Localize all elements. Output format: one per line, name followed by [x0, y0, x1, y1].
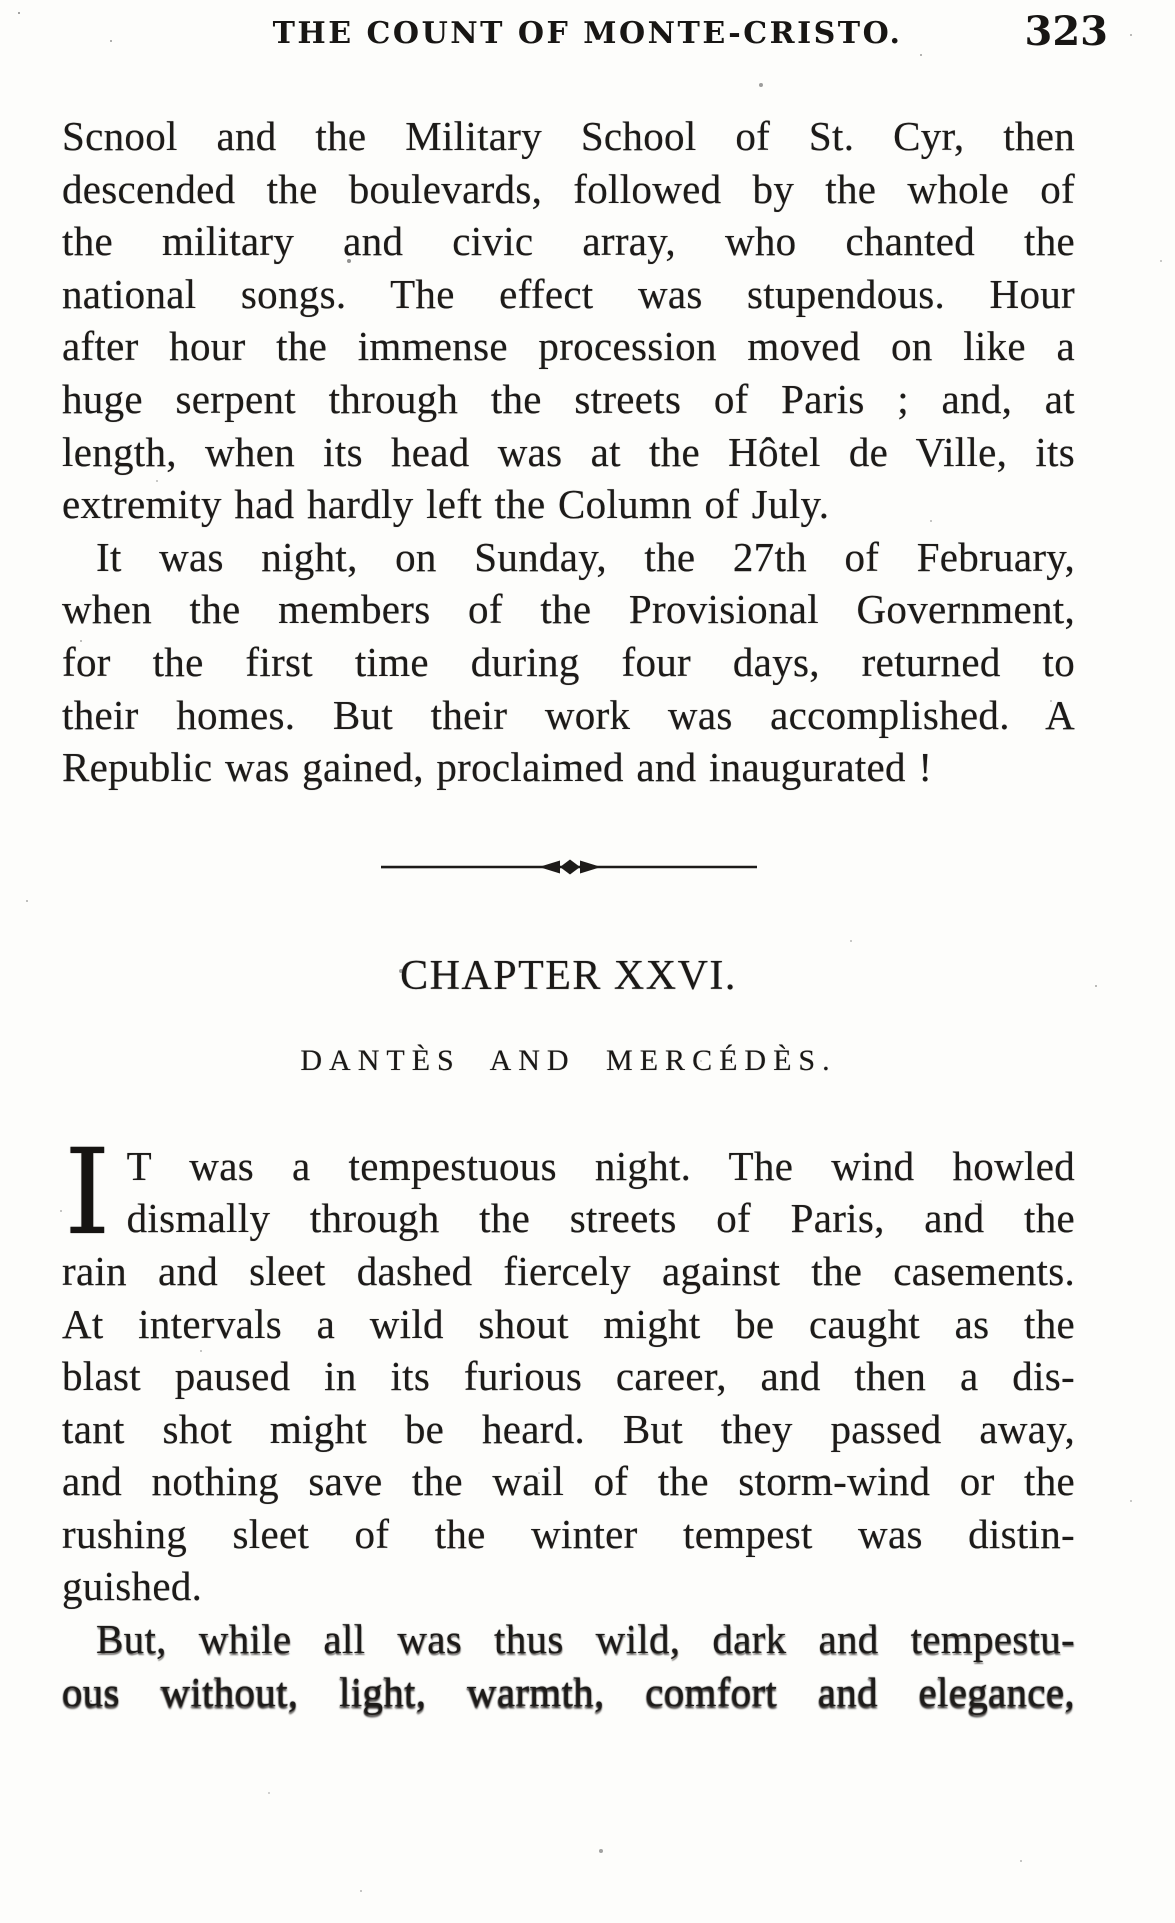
text-line: guished.	[62, 1563, 203, 1610]
page-header	[0, 0, 1175, 70]
text-line: tant shot might be heard. But they passed away,	[62, 1405, 1075, 1452]
page-body	[0, 110, 1175, 1718]
text-line: extremity had hardly left the Column of July.	[62, 481, 830, 528]
paragraph	[62, 531, 1075, 794]
text-line: and nothing save the wail of the storm-wind or the	[62, 1458, 1075, 1505]
paragraph	[62, 110, 1075, 531]
text-line: Scnool and the Military School of St. Cyr, then	[62, 113, 1075, 159]
text-line: At intervals a wild shout might be caught as the	[62, 1300, 1075, 1347]
text-line: length, when its head was at the Hôtel de Ville, its	[62, 428, 1075, 475]
divider-ornament	[379, 856, 759, 878]
text-line: Republic was gained, proclaimed and inaugurated !	[62, 744, 933, 791]
text-line: descended the boulevards, followed by the whole of	[62, 165, 1075, 212]
section-divider	[379, 856, 759, 878]
text-line: the military and civic array, who chanted the	[62, 218, 1075, 265]
chapter-opening	[62, 1122, 1075, 1719]
paragraph	[62, 1122, 1075, 1613]
text-line: It was night, on Sunday, the 27th of February,	[96, 533, 1075, 580]
text-line: huge serpent through the streets of Paris ; and, at	[62, 375, 1075, 422]
text-line: blast paused in its furious career, and then a dis-	[62, 1353, 1075, 1400]
text-line: their homes. But their work was accomplished. A	[62, 691, 1075, 738]
chapter-heading: CHAPTER XXVI.	[400, 952, 737, 999]
opening-paragraphs	[62, 110, 1075, 794]
text-line: national songs. The effect was stupendous. Hour	[62, 270, 1075, 317]
text-line: when the members of the Provisional Government,	[62, 586, 1075, 633]
text-line: rushing sleet of the winter tempest was distin-	[62, 1510, 1075, 1557]
text-line: ous without, light, warmth, comfort and elegance,	[62, 1668, 1075, 1715]
text-line: dismally through the streets of Paris, and the	[126, 1195, 1075, 1242]
drop-cap: I	[64, 1122, 111, 1261]
text-line: for the first time during four days, returned to	[62, 638, 1075, 685]
chapter-paragraphs	[62, 1122, 1075, 1719]
running-title: THE COUNT OF MONTE-CRISTO.	[272, 16, 903, 51]
paragraph	[62, 1613, 1075, 1718]
chapter-subheading: DANTÈS AND MERCÉDÈS.	[300, 1043, 837, 1077]
text-line: T was a tempestuous night. The wind howled	[126, 1142, 1075, 1189]
page-number: 323	[1024, 8, 1108, 55]
text-line: But, while all was thus wild, dark and tempestu-	[96, 1616, 1075, 1663]
text-line: after hour the immense procession moved on like a	[62, 323, 1075, 370]
text-line: rain and sleet dashed fiercely against the casements.	[62, 1247, 1075, 1294]
